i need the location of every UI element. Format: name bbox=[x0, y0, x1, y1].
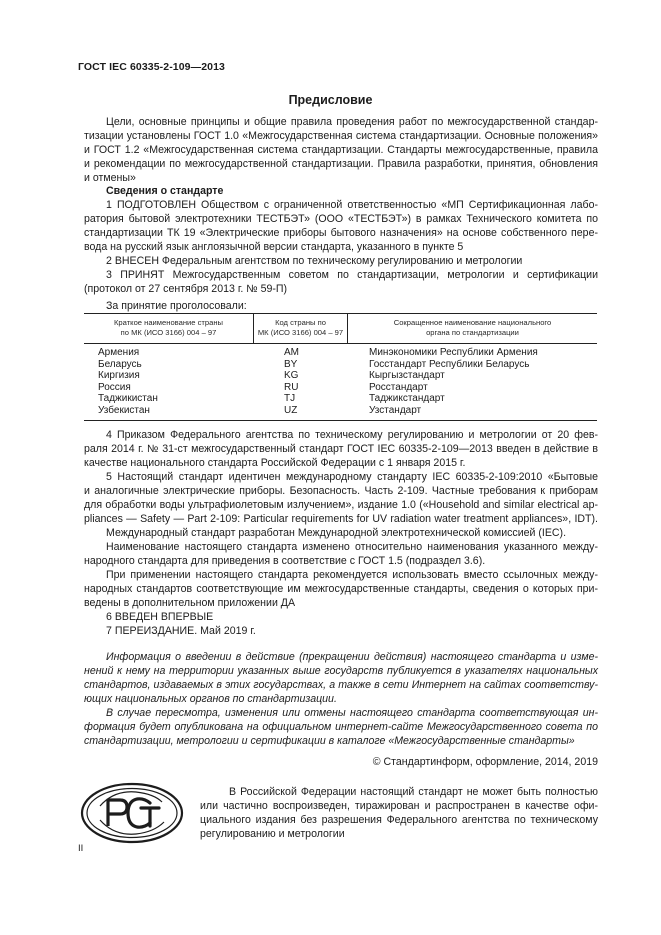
document-code-header: ГОСТ IEC 60335-2-109—2013 bbox=[78, 61, 225, 73]
table-cell-country: Узбекистан bbox=[98, 404, 150, 416]
preface-title: Предисловие bbox=[288, 93, 373, 107]
intl-standard-developer: Международный стандарт разработан Международной электротехнической комиссией (IEC). bbox=[106, 527, 567, 539]
table-cell-body: Узстандарт bbox=[369, 404, 422, 416]
table-cell-country: Армения bbox=[98, 347, 140, 358]
rst-logo-icon bbox=[80, 782, 184, 844]
item7: 7 ПЕРЕИЗДАНИЕ. Май 2019 г. bbox=[106, 625, 256, 637]
table-bottom-rule bbox=[84, 420, 597, 421]
item5-line: и аналогичные электрические приборы. Безопасность. Часть 2-109. Частные требования к приборам bbox=[84, 485, 598, 497]
table-cell-country: Киргизия bbox=[98, 370, 140, 381]
table-cell-country: Таджикистан bbox=[98, 393, 158, 404]
vote-heading: За принятие проголосовали: bbox=[106, 300, 247, 312]
table-cell-country: Беларусь bbox=[98, 358, 142, 370]
info-line: ющих национальных органов по стандартизации. bbox=[84, 693, 337, 705]
copyright: © Стандартинформ, оформление, 2014, 2019 bbox=[372, 756, 598, 768]
item1-line: 1 ПОДГОТОВЛЕН Обществом с ограниченной ответственностью «МП Сертификационная лабо- bbox=[106, 199, 598, 211]
intro-line: тизации установлены ГОСТ 1.0 «Межгосударственная система стандартизации. Основные положения» bbox=[84, 130, 598, 142]
item5-line: 5 Настоящий стандарт идентичен международному стандарту IEC 60335-2-109:2010 «Бытовые bbox=[106, 471, 598, 483]
info-line: стандартов, издаваемых в этих государствах, а также в сети Интернет на сайтах соответству- bbox=[84, 679, 598, 691]
info-line: Информация о введении в действие (прекращении действия) настоящего стандарта и изме- bbox=[106, 651, 598, 663]
item3-line: (протокол от 27 сентября 2013 г. № 59-П) bbox=[84, 283, 288, 295]
references-line: народных стандартов соответствующие им межгосударственные стандарты, сведения о которых при- bbox=[84, 583, 598, 595]
rf-notice-line: регулированию и метрологии bbox=[200, 828, 345, 840]
references-line: При применении настоящего стандарта рекомендуется использовать вместо ссылочных между- bbox=[106, 569, 598, 581]
table-cell-code: KG bbox=[284, 370, 299, 381]
item1-line: ратория бытовой электротехники ТЕСТБЭТ» (ООО «ТЕСТБЭТ») в рамках Технического комитета по bbox=[84, 213, 598, 225]
item5-line: для обработки воды ультрафиолетовым излучением», издание 1.0 («Household and similar electrical ap- bbox=[84, 499, 598, 511]
standard-info-heading: Сведения о стандарте bbox=[106, 185, 224, 197]
item4-line: раля 2014 г. № 31-ст межгосударственный стандарт ГОСТ IEC 60335-2-109—2013 введен в действие в bbox=[84, 443, 598, 455]
item5-line: pliances — Safety — Part 2-109: Particular requirements for UV radiation water treatment appliances», IDT). bbox=[84, 513, 598, 525]
intro-line: и отмены» bbox=[84, 172, 136, 184]
table-cell-body: Минэкономики Республики Армения bbox=[369, 347, 538, 358]
table-top-rule bbox=[84, 313, 597, 314]
intro-line: и ГОСТ 1.2 «Межгосударственная система стандартизации. Стандарты межгосударственные, правила bbox=[84, 144, 598, 156]
item4-line: 4 Приказом Федерального агентства по техническому регулированию и метрологии от 20 фев- bbox=[106, 429, 598, 441]
item6: 6 ВВЕДЕН ВПЕРВЫЕ bbox=[106, 611, 214, 623]
table-header-country: Краткое наименование страны по МК (ИСО 3166) 004 – 97 bbox=[114, 318, 223, 337]
table-cell-code: RU bbox=[284, 381, 299, 393]
references-line: ведены в дополнительном приложении ДА bbox=[84, 597, 296, 609]
table-header-code: Код страны по МК (ИСО 3166) 004 – 97 bbox=[257, 318, 344, 337]
table-cell-body: Росстандарт bbox=[369, 381, 428, 393]
intro-line: и рекомендации по межгосударственной стандартизации. Правила разработки, принятия, обновления bbox=[84, 158, 598, 170]
page-number: II bbox=[78, 843, 84, 854]
name-change-line: Наименование настоящего стандарта изменено относительно наименования указанного между- bbox=[106, 541, 598, 553]
item3-line: 3 ПРИНЯТ Межгосударственным советом по стандартизации, метрологии и сертификации bbox=[106, 269, 598, 281]
intro-line: Цели, основные принципы и общие правила проведения работ по межгосударственной стандар- bbox=[106, 116, 598, 128]
revision-line: В случае пересмотра, изменения или отмены настоящего стандарта соответствующая ин- bbox=[106, 707, 598, 719]
table-header-rule bbox=[84, 343, 597, 344]
info-line: нений к нему на территории указанных выше государств публикуется в указателях национальных bbox=[84, 665, 598, 677]
item1-line: вода на русский язык англоязычной версии стандарта, указанного в пункте 5 bbox=[84, 241, 464, 253]
rf-notice-line: В Российской Федерации настоящий стандарт не может быть полностью bbox=[229, 786, 598, 798]
vote-table bbox=[84, 313, 597, 421]
rf-notice-line: циального издания без разрешения Федерального агентства по техническому bbox=[200, 814, 598, 826]
table-cell-country: Россия bbox=[98, 381, 131, 393]
rf-notice-line: или частично воспроизведен, тиражирован и распространен в качестве офи- bbox=[200, 800, 598, 812]
item4-line: качестве национального стандарта Российской Федерации с 1 января 2015 г. bbox=[84, 457, 466, 469]
table-cell-code: BY bbox=[284, 358, 298, 370]
table-cell-body: Госстандарт Республики Беларусь bbox=[369, 358, 530, 370]
table-cell-code: UZ bbox=[284, 404, 298, 416]
table-cell-body: Таджикстандарт bbox=[369, 393, 445, 404]
revision-line: стандартизации, метрологии и сертификации в каталоге «Межгосударственные стандарты» bbox=[84, 735, 575, 747]
name-change-line: народного стандарта для приведения в соответствие с ГОСТ 1.5 (подраздел 3.6). bbox=[84, 555, 486, 567]
table-header-body: Сокращенное наименование национального органа по стандартизации bbox=[393, 318, 552, 337]
revision-line: формация будет опубликована на официальном интернет-сайте Межгосударственного совета по bbox=[84, 721, 598, 733]
table-cell-code: AM bbox=[284, 347, 299, 358]
table-cell-body: Кыргызстандарт bbox=[369, 370, 445, 381]
item1-line: стандартизации ТК 19 «Электрические приборы бытового назначения» на основе собственного пере- bbox=[84, 227, 598, 239]
item2: 2 ВНЕСЕН Федеральным агентством по техническому регулированию и метрологии bbox=[106, 255, 523, 267]
table-cell-code: TJ bbox=[284, 393, 296, 404]
